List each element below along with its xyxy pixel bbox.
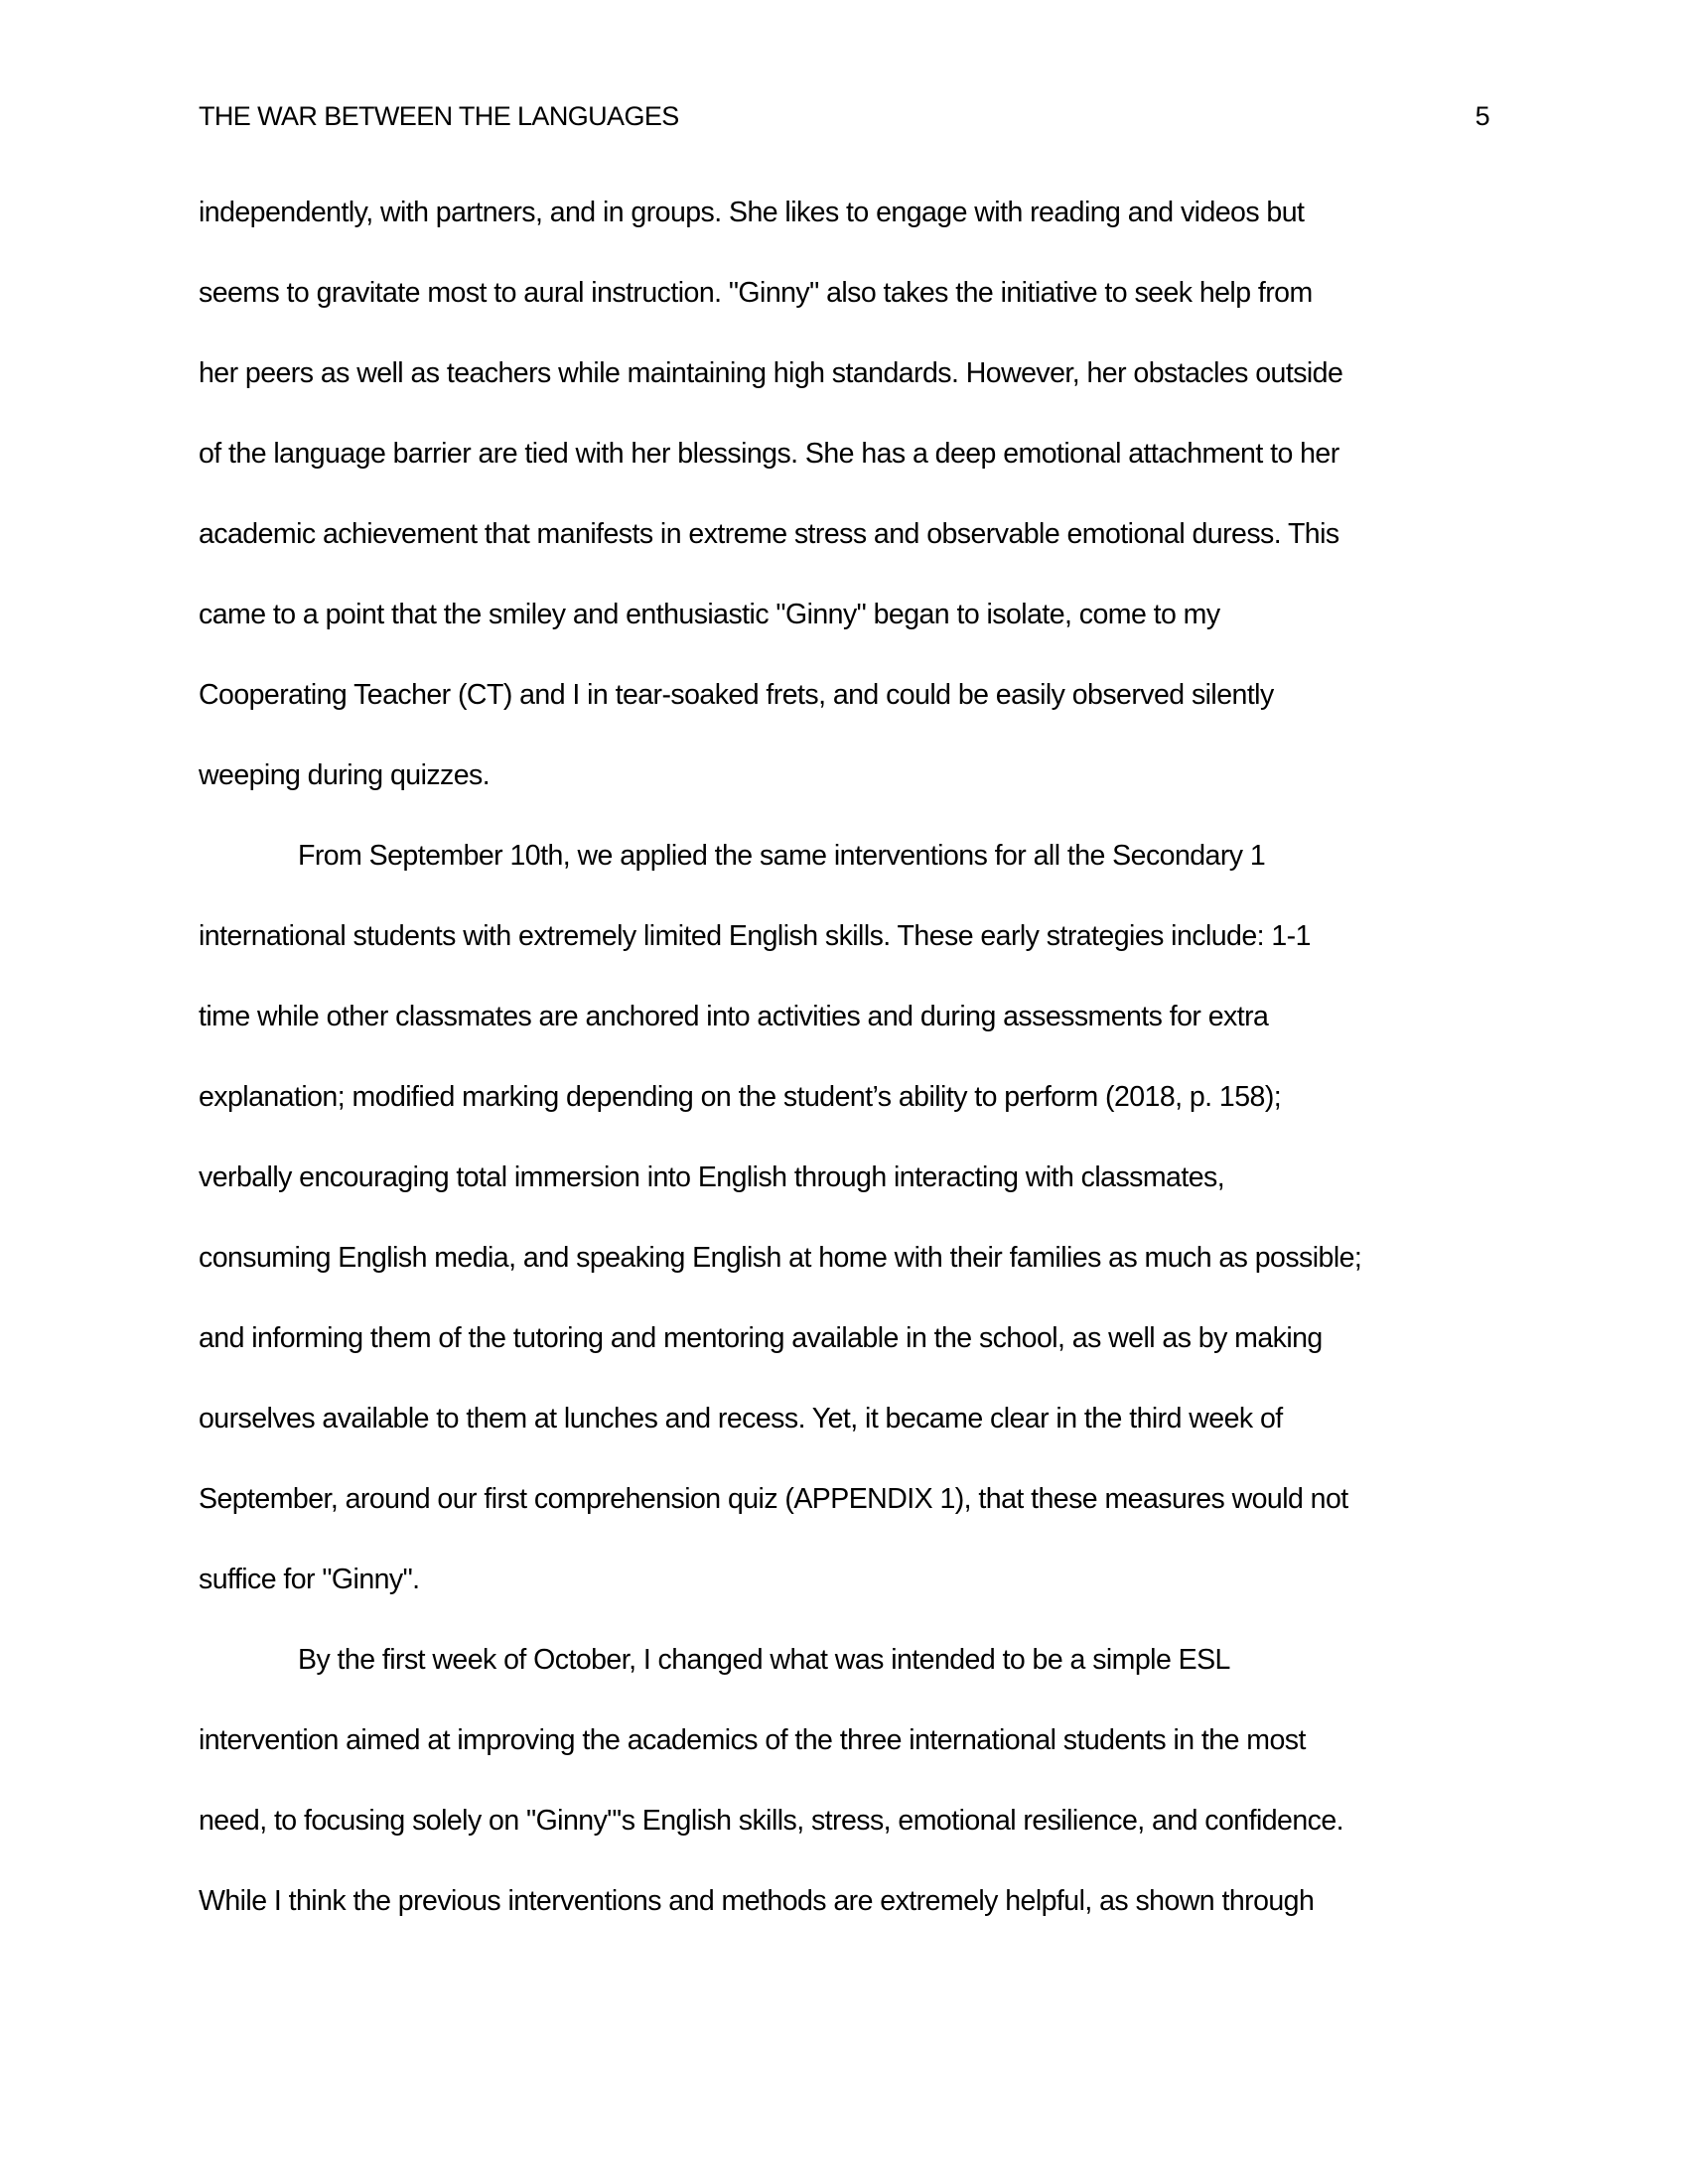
running-head [199,101,1489,137]
text-line: September, around our first comprehension quiz (APPENDIX 1), that these measures would not [199,1483,1348,1515]
text-line: international students with extremely limited English skills. These early strategies include: 1-1 [199,920,1311,952]
text-line: weeping during quizzes. [199,759,491,791]
text-line: seems to gravitate most to aural instruction. "Ginny" also takes the initiative to seek help from [199,277,1313,309]
text-line: independently, with partners, and in groups. She likes to engage with reading and videos but [199,197,1305,228]
text-line: ourselves available to them at lunches and recess. Yet, it became clear in the third week of [199,1403,1283,1434]
body-text [199,197,1489,1966]
text-line: explanation; modified marking depending on the student’s ability to perform (2018, p. 158); [199,1081,1282,1113]
paragraph-october-change [199,1644,1489,1966]
text-line: verbally encouraging total immersion into English through interacting with classmates, [199,1161,1225,1193]
text-line: consuming English media, and speaking English at home with their families as much as possible; [199,1242,1362,1274]
text-line: and informing them of the tutoring and mentoring available in the school, as well as by making [199,1322,1323,1354]
text-line: While I think the previous interventions and methods are extremely helpful, as shown through [199,1885,1315,1917]
text-line: From September 10th, we applied the same interventions for all the Secondary 1 [298,840,1266,872]
text-line: of the language barrier are tied with her blessings. She has a deep emotional attachment to her [199,438,1339,470]
text-line: her peers as well as teachers while maintaining high standards. However, her obstacles outside [199,357,1343,389]
text-line: suffice for "Ginny". [199,1564,420,1595]
text-line: academic achievement that manifests in extreme stress and observable emotional duress. This [199,518,1339,550]
paragraph-continuation [199,197,1489,840]
text-line: By the first week of October, I changed what was intended to be a simple ESL [298,1644,1230,1676]
page-number: 5 [1475,101,1489,131]
text-line: came to a point that the smiley and enthusiastic "Ginny" began to isolate, come to my [199,599,1220,630]
text-line: intervention aimed at improving the academics of the three international students in the most [199,1724,1306,1756]
running-title: THE WAR BETWEEN THE LANGUAGES [199,101,679,131]
text-line: Cooperating Teacher (CT) and I in tear-soaked frets, and could be easily observed silently [199,679,1274,711]
paragraph-interventions [199,840,1489,1644]
text-line: need, to focusing solely on "Ginny"'s English skills, stress, emotional resilience, and confidence. [199,1805,1344,1837]
text-line: time while other classmates are anchored into activities and during assessments for extra [199,1001,1269,1032]
